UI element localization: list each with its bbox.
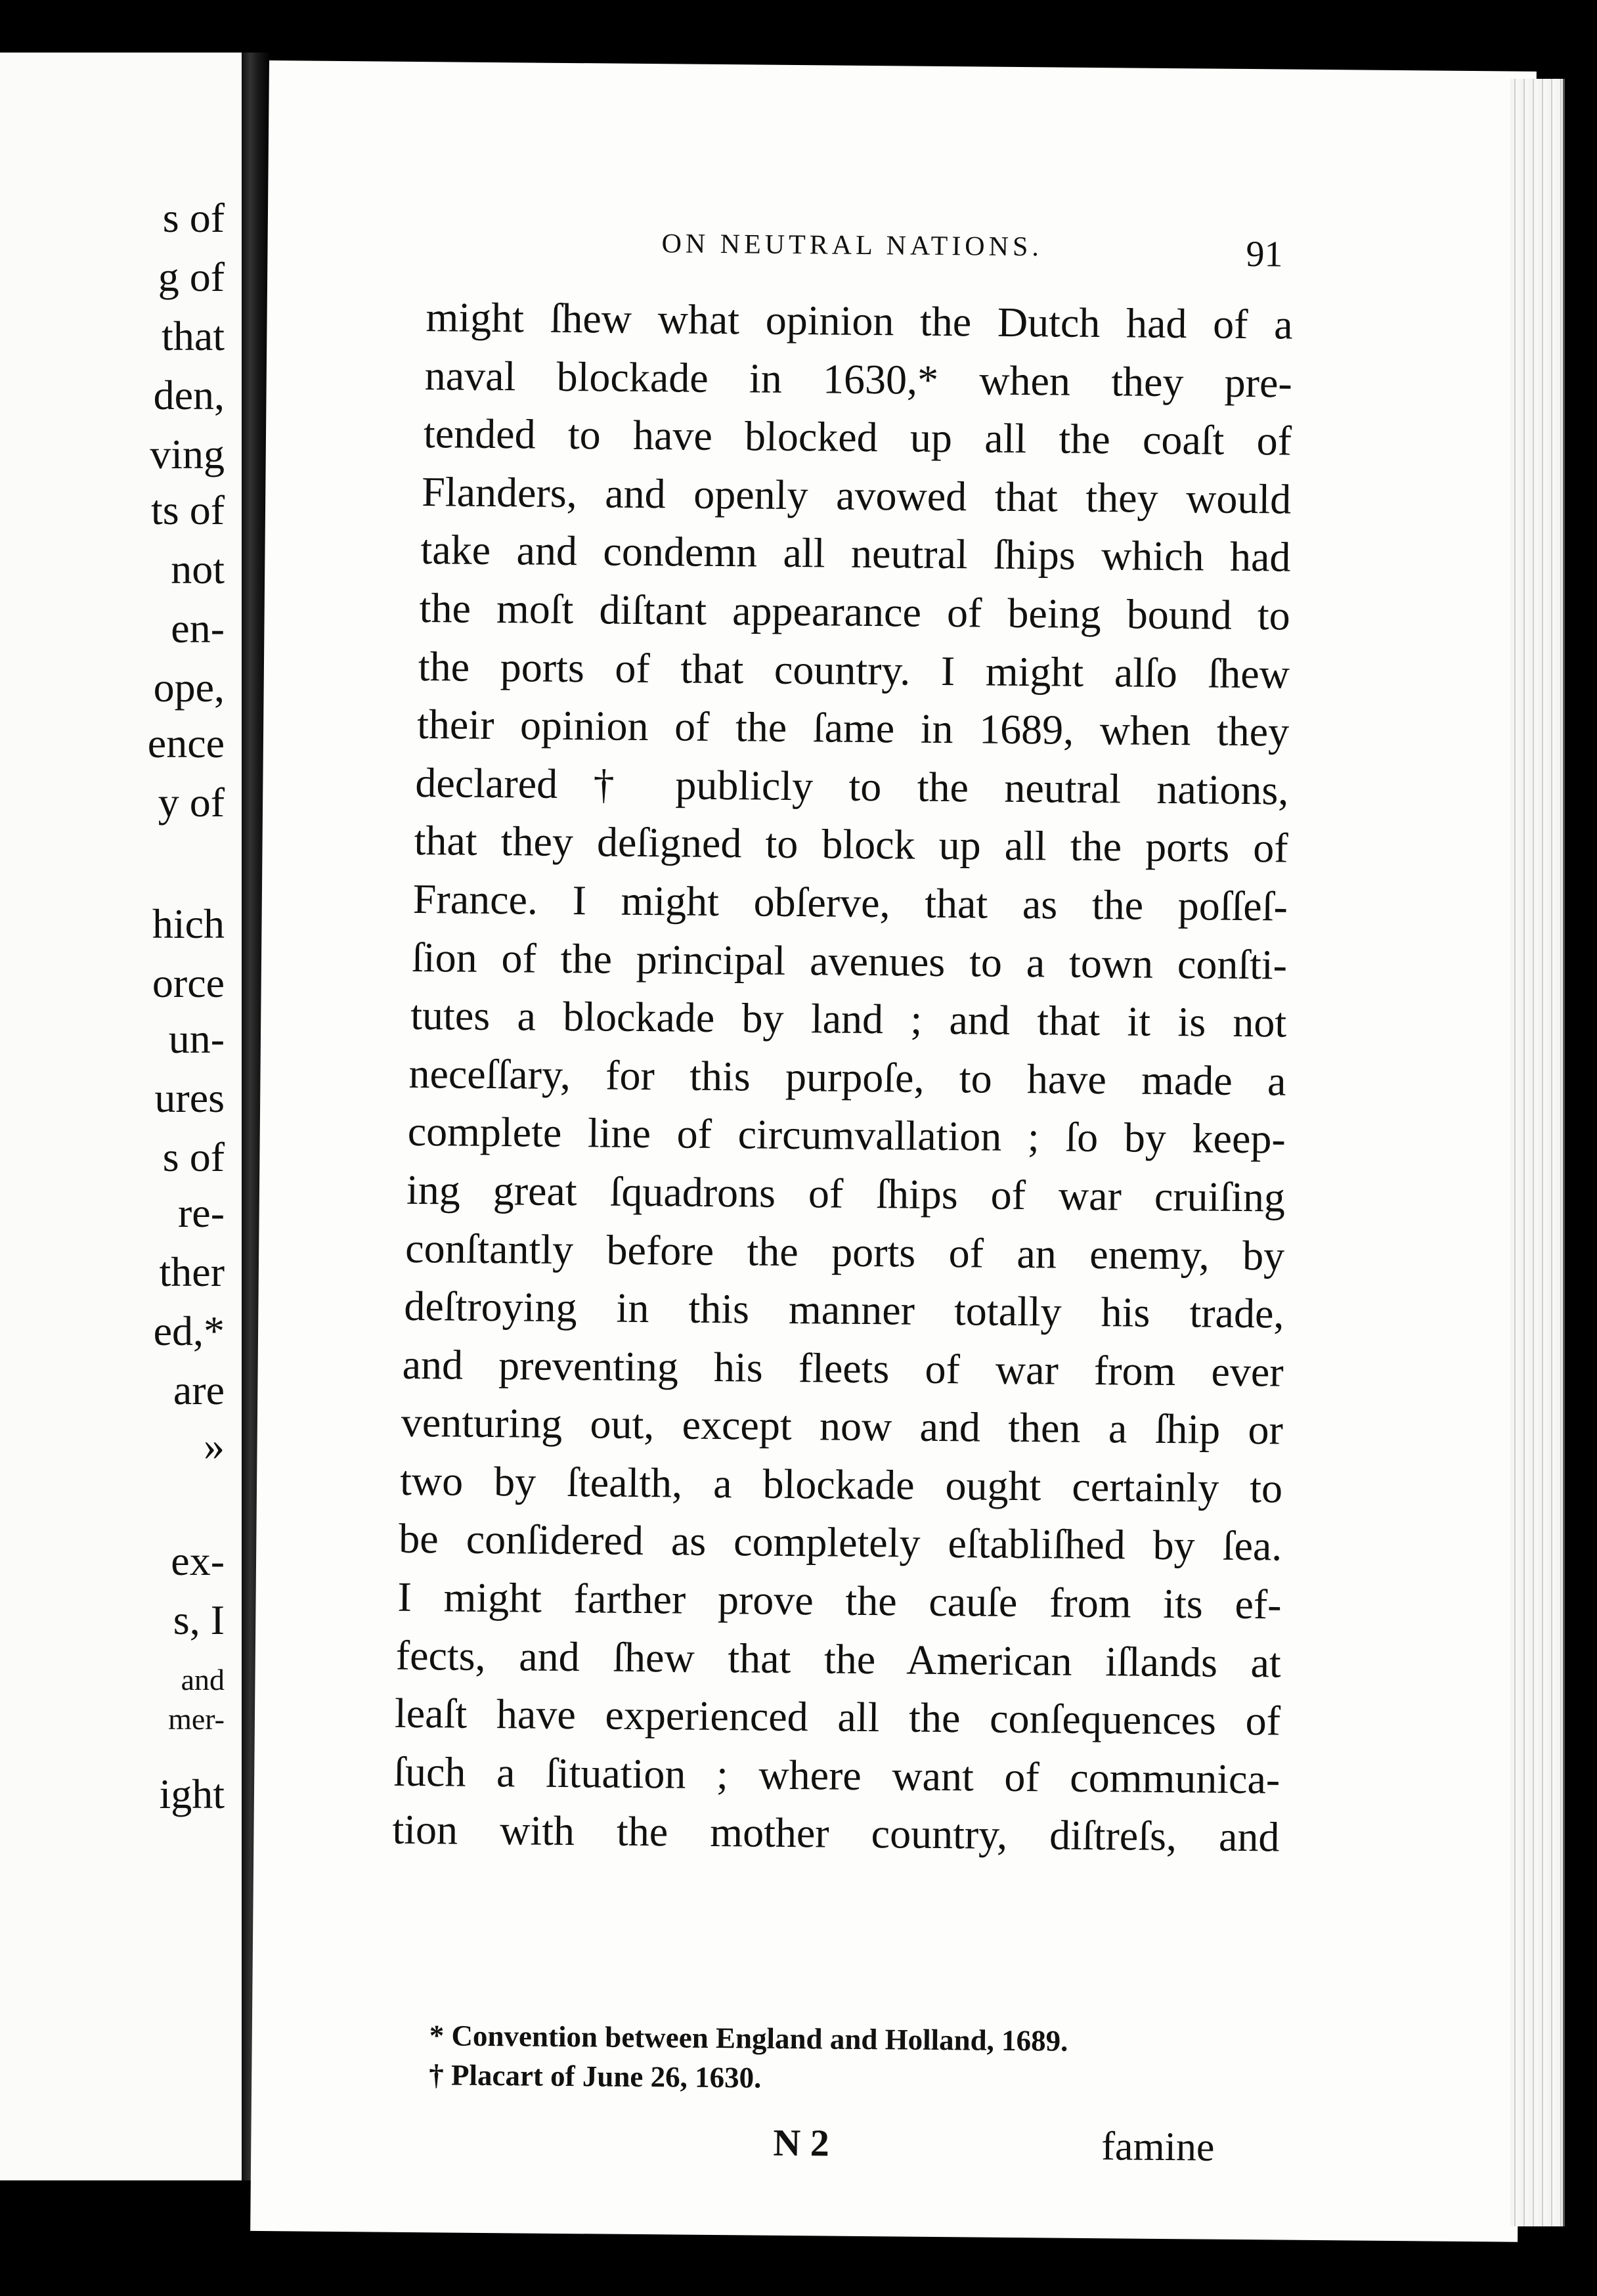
running-head: ON NEUTRAL NATIONS. xyxy=(661,229,1043,263)
left-page-line: s of xyxy=(162,1134,225,1180)
left-page-line: un- xyxy=(168,1015,225,1062)
body-line: their opinion of the ſame in 1689, when they xyxy=(416,701,1290,755)
left-page-line: mer- xyxy=(168,1702,225,1736)
body-line: naval blockade in 1630,* when they pre- xyxy=(424,351,1293,407)
body-line: that they deſigned to block up all the ports of xyxy=(414,817,1288,872)
body-line: tended to have blocked up all the coaſt of xyxy=(423,410,1292,464)
left-page-line: ther xyxy=(159,1248,225,1295)
left-page xyxy=(0,53,244,2180)
left-page-line: are xyxy=(173,1367,225,1413)
catchword: famine xyxy=(1101,2124,1215,2170)
body-line: ſion of the principal avenues to a town conſti- xyxy=(411,933,1288,988)
body-line: might ſhew what opinion the Dutch had of a xyxy=(426,294,1293,348)
body-line: leaſt have experienced all the conſequences of xyxy=(394,1690,1281,1744)
body-line: complete line of circumvallation ; ſo by keep- xyxy=(407,1108,1286,1162)
left-page-line: g of xyxy=(158,254,225,300)
left-page-line: ving xyxy=(150,431,225,477)
left-page-line: den, xyxy=(153,372,225,418)
left-page-line: y of xyxy=(158,779,225,826)
body-line: venturing out, except now and then a ſhip or xyxy=(401,1399,1284,1453)
left-page-line: ex- xyxy=(171,1537,225,1584)
body-line: I might farther prove the cauſe from its ef- xyxy=(397,1573,1282,1628)
body-line: two by ſtealth, a blockade ought certainly to xyxy=(399,1457,1283,1512)
left-page-line: en- xyxy=(171,605,225,651)
body-line: Flanders, and openly avowed that they would xyxy=(421,468,1292,523)
body-line: fects, and ſhew that the American iſlands at xyxy=(395,1631,1282,1687)
footnote: † Placart of June 26, 1630. xyxy=(429,2058,762,2094)
left-page-line: ight xyxy=(159,1771,225,1817)
left-page-line: orce xyxy=(152,960,225,1006)
left-page-line: ope, xyxy=(153,664,225,711)
left-page-line: s of xyxy=(162,194,225,241)
left-page-line: re- xyxy=(177,1189,225,1236)
left-page-line: and xyxy=(181,1663,225,1696)
body-line: the ports of that country. I might alſo ſhew xyxy=(418,642,1290,697)
left-page-line: ence xyxy=(147,720,225,766)
left-page-line: that xyxy=(162,313,225,359)
body-line: tutes a blockade by land ; and that it is not xyxy=(410,992,1287,1046)
page-number: 91 xyxy=(1246,233,1283,275)
body-line: and preventing his fleets of war from ever xyxy=(402,1340,1284,1396)
left-page-line: hich xyxy=(152,900,225,947)
body-line: ing great ſquadrons of ſhips of war cruiſing xyxy=(406,1166,1286,1221)
page-edges xyxy=(1510,79,1565,2226)
left-page-line: ures xyxy=(154,1074,225,1121)
body-line: tion with the mother country, diſtreſs, and xyxy=(392,1806,1280,1861)
body-line: take and condemn all neutral ſhips which had xyxy=(420,526,1291,581)
right-page xyxy=(250,60,1537,2242)
left-page-line: » xyxy=(204,1423,225,1469)
body-line: be conſidered as completely eſtabliſhed by ſea. xyxy=(399,1515,1282,1570)
body-line: France. I might obſerve, that as the poſſeſ- xyxy=(412,875,1288,930)
body-line: declared † publicly to the neutral nations, xyxy=(415,759,1289,814)
left-page-line: not xyxy=(171,546,225,592)
body-text xyxy=(392,288,1293,1866)
body-line: conſtantly before the ports of an enemy, by xyxy=(405,1224,1285,1279)
body-line: the moſt diſtant appearance of being bound to xyxy=(419,584,1290,639)
signature-mark: N 2 xyxy=(773,2121,830,2165)
footnotes xyxy=(429,2016,1217,2101)
left-page-line: s, I xyxy=(173,1597,225,1643)
left-page-line: ed,* xyxy=(153,1308,225,1354)
left-page-line: ts of xyxy=(151,487,225,533)
body-line: ſuch a ſituation ; where want of communica- xyxy=(393,1748,1280,1803)
body-line: neceſſary, for this purpoſe, to have made a xyxy=(408,1049,1286,1105)
footnote: * Convention between England and Holland, 1689. xyxy=(429,2019,1068,2058)
body-line: deſtroying in this manner totally his trade, xyxy=(404,1282,1284,1337)
